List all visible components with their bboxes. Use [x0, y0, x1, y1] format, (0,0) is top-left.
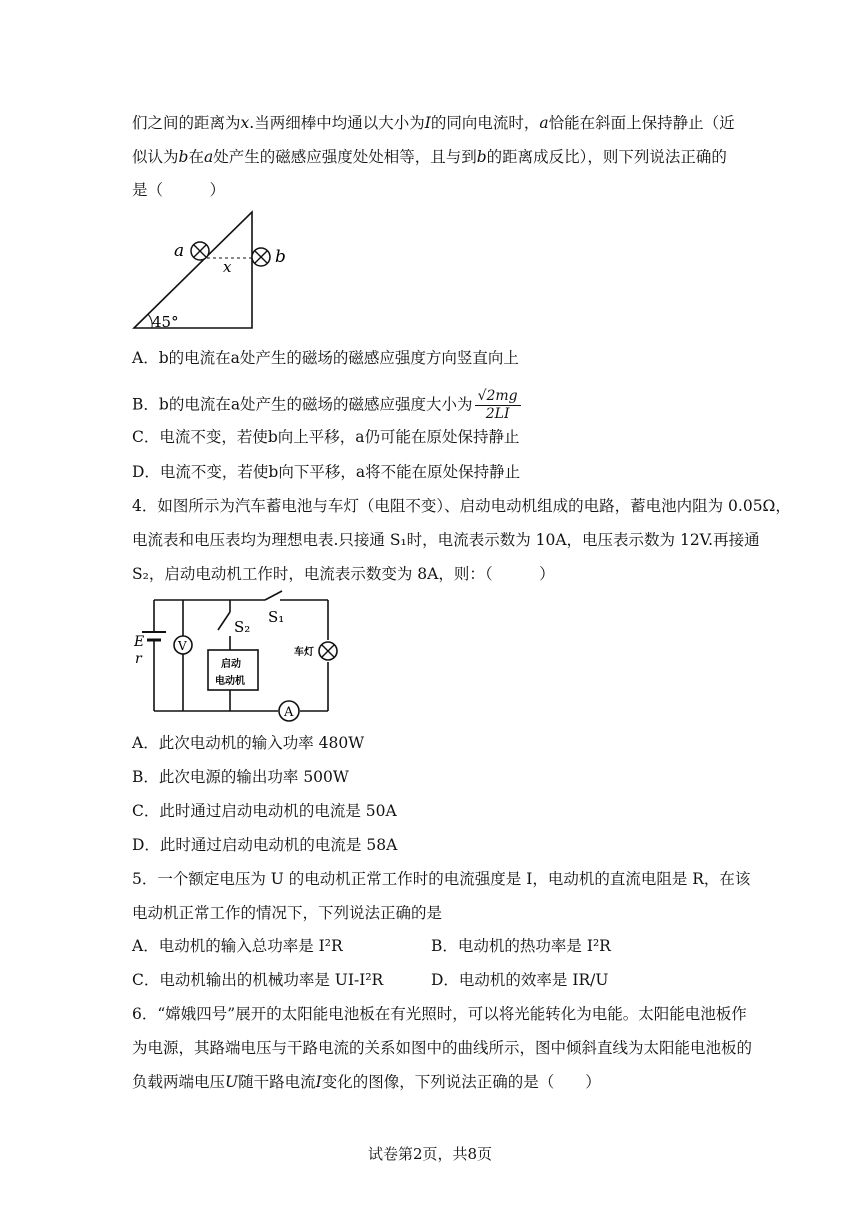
fraction [475, 388, 521, 423]
q4-line-1: 4．如图所示为汽车蓄电池与车灯（电阻不变）、启动电动机组成的电路，蓄电池内阻为 0.05Ω， [132, 497, 791, 515]
q3-line-2 [132, 147, 727, 167]
var-b: b [178, 148, 189, 166]
text: 似认为 [132, 148, 179, 166]
q3-line-3: 是（ ） [132, 181, 226, 199]
q5-line-2: 电动机正常工作的情况下，下列说法正确的是 [132, 904, 443, 922]
q5-option-b: B．电动机的热功率是 I²R [431, 937, 611, 955]
motor-label-1: 启动 [221, 659, 241, 670]
q6-line-1: 6．“嫦娥四号”展开的太阳能电池板在有光照时，可以将光能转化为电能。太阳能电池板作 [132, 1005, 747, 1023]
text: B．b的电流在a处产生的磁场的磁感应强度大小为 [132, 395, 473, 414]
q5-option-c: C．电动机输出的机械功率是 UI-I²R [132, 971, 384, 989]
var-i: I [424, 114, 431, 132]
var-a: a [539, 114, 549, 132]
s2-label: S₂ [234, 618, 251, 636]
q3-option-c: C．电流不变，若使b向上平移，a仍可能在原处保持静止 [132, 428, 520, 446]
q4-line-2: 电流表和电压表均为理想电表.只接通 S₁时，电流表示数为 10A，电压表示数为 12V.再接通 [132, 531, 760, 549]
text: 变化的图像，下列说法正确的是（ ） [321, 1073, 601, 1091]
text: 随干路电流 [238, 1073, 316, 1091]
var-b: b [476, 148, 487, 166]
text: .当两细棒中均通以大小为 [249, 114, 425, 132]
var-i: I [315, 1073, 322, 1091]
ammeter-icon: A [284, 705, 294, 720]
q5-option-d: D．电动机的效率是 IR/U [431, 971, 609, 989]
q4-option-b: B．此次电源的输出功率 500W [132, 768, 349, 786]
var-x: x [240, 114, 250, 132]
emf-label: E [134, 634, 145, 650]
voltmeter-icon: V [178, 639, 187, 653]
label-x: x [223, 258, 232, 276]
text: 恰能在斜面上保持静止（近 [548, 114, 735, 132]
text: 的同向电流时， [430, 114, 540, 132]
q4-option-a: A．此次电动机的输入功率 480W [132, 734, 365, 752]
q3-option-a: A．b的电流在a处产生的磁场的磁感应强度方向竖直向上 [132, 349, 519, 367]
q3-option-d: D．电流不变，若使b向下平移，a将不能在原处保持静止 [132, 463, 521, 481]
q6-line-2: 为电源，其路端电压与干路电流的关系如图中的曲线所示，图中倾斜直线为太阳能电池板的 [132, 1039, 753, 1057]
motor-label-2: 电动机 [215, 676, 245, 687]
circuit-figure [128, 590, 338, 725]
label-b: b [275, 247, 286, 267]
resistance-label: r [135, 651, 142, 667]
denominator: 2LI [485, 406, 510, 422]
var-u: U [225, 1073, 239, 1091]
text: 们之间的距离为 [132, 114, 241, 132]
angle-label: 45° [152, 313, 179, 331]
q4-option-c: C．此时通过启动电动机的电流是 50A [132, 802, 397, 820]
lamp-label: 车灯 [294, 647, 314, 658]
s1-label: S₁ [268, 608, 285, 626]
q3-option-b [132, 388, 521, 423]
page-footer: 试卷第2页，共8页 [367, 1145, 493, 1163]
text: 在 [188, 148, 204, 166]
q5-option-a: A．电动机的输入总功率是 I²R [132, 937, 343, 955]
var-a: a [203, 148, 214, 166]
incline-figure [128, 206, 298, 336]
text: 负载两端电压 [132, 1073, 226, 1091]
q4-option-d: D．此时通过启动电动机的电流是 58A [132, 836, 398, 854]
q3-line-1 [132, 113, 735, 133]
q4-line-3: S₂，启动电动机工作时，电流表示数变为 8A，则：（ ） [132, 565, 555, 583]
text: 的距离成反比），则下列说法正确的 [486, 148, 727, 166]
q6-line-3 [132, 1072, 601, 1092]
label-a: a [174, 241, 185, 261]
text: 处产生的磁感应强度处处相等，且与到 [213, 148, 477, 166]
numerator: √2mg [475, 388, 521, 406]
q5-line-1: 5．一个额定电压为 U 的电动机正常工作时的电流强度是 I，电动机的直流电阻是 R，在该 [132, 870, 751, 888]
